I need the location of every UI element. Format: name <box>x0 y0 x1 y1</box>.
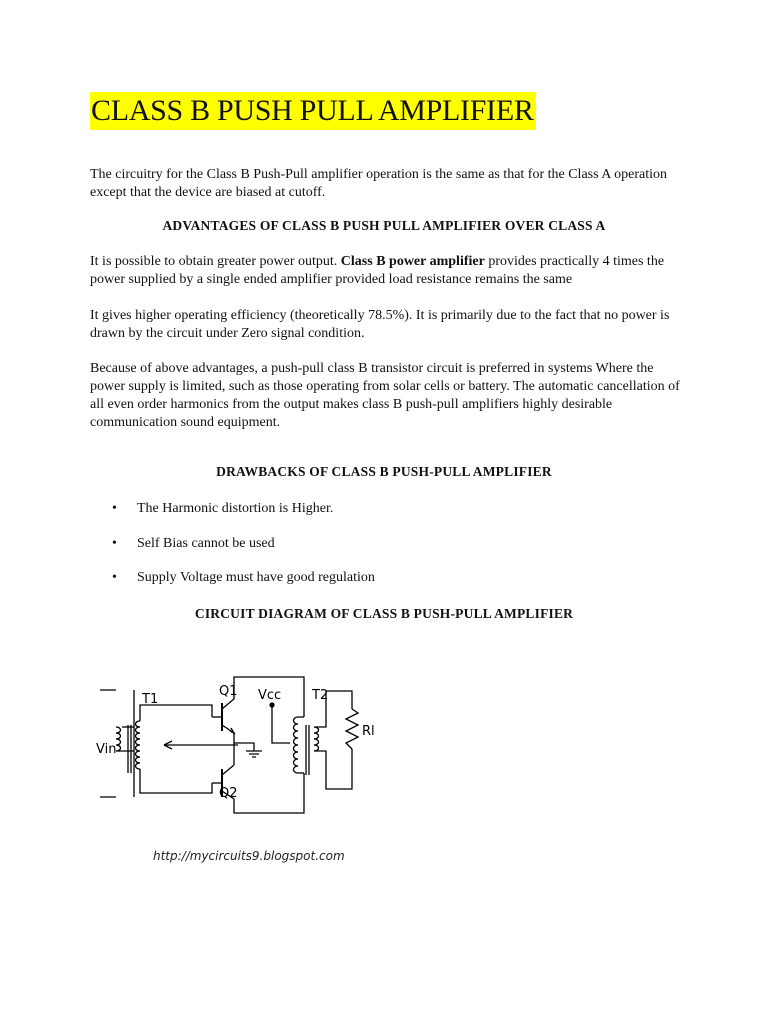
intro-paragraph: The circuitry for the Class B Push-Pull amplifier operation is the same as that for the Class A operation except that the device are biased at cutoff. <box>90 167 667 200</box>
t1-primary-coil <box>116 727 121 751</box>
t2-core <box>306 725 309 775</box>
advantages-p1-rest: provides practically 4 times the power supplied by a single ended amplifier provided load resistance remains the same <box>90 254 665 287</box>
drawbacks-heading: DRAWBACKS OF CLASS B PUSH-PULL AMPLIFIER <box>216 464 552 479</box>
advantages-paragraph-3: Because of above advantages, a push-pull class B transistor circuit is preferred in systems Where the power supply is limited, such as those operating from solar cells or battery. The automatic cancellation of all even order harmonics from the output makes class B push-pull amplifiers highly desirable communication sound equipment. <box>90 361 680 430</box>
vcc-terminal <box>270 703 274 707</box>
list-item <box>112 535 375 553</box>
drawback-text: Self Bias cannot be used <box>137 536 275 551</box>
t1-secondary-coil <box>136 721 141 769</box>
q1-base-wire <box>140 705 212 721</box>
bullet-icon: • <box>112 536 117 551</box>
bullet-icon: • <box>112 501 117 516</box>
output-bottom-wire <box>314 749 352 789</box>
list-item <box>112 569 375 587</box>
t2-label: T2 <box>312 688 329 703</box>
vcc-wire <box>272 705 290 743</box>
ground-wire <box>234 743 254 751</box>
bullet-icon: • <box>112 570 117 585</box>
q1-label: Q1 <box>219 684 238 699</box>
t1-label: T1 <box>142 692 159 707</box>
circuit-heading: CIRCUIT DIAGRAM OF CLASS B PUSH-PULL AMPLIFIER <box>194 606 574 621</box>
t1-core <box>128 725 131 773</box>
title-container <box>90 92 536 130</box>
advantages-paragraph-1 <box>90 253 680 289</box>
drawbacks-list <box>112 500 375 587</box>
q2-base-wire <box>140 769 212 793</box>
drawback-text: The Harmonic distortion is Higher. <box>137 501 334 516</box>
drawback-text: Supply Voltage must have good regulation <box>137 570 375 585</box>
vcc-label: Vcc <box>258 688 282 703</box>
list-item <box>112 500 375 518</box>
advantages-p1-text: It is possible to obtain greater power output. <box>90 254 341 269</box>
vin-label: Vin <box>96 742 117 757</box>
t2-primary-coil <box>294 717 299 773</box>
advantages-p1-bold: Class B power amplifier <box>340 254 485 269</box>
ground-icon <box>246 751 262 757</box>
page-title: CLASS B PUSH PULL AMPLIFIER <box>90 92 536 130</box>
q2-label: Q2 <box>219 786 238 801</box>
rl-label: Rl <box>362 724 375 739</box>
circuit-diagram <box>94 665 394 845</box>
load-resistor <box>346 709 358 749</box>
diagram-caption: http://mycircuits9.blogspot.com <box>153 849 345 863</box>
advantages-heading: ADVANTAGES OF CLASS B PUSH PULL AMPLIFIER OVER CLASS A <box>162 218 606 233</box>
t2-secondary-coil <box>314 727 319 751</box>
advantages-paragraph-2: It gives higher operating efficiency (theoretically 78.5%). It is primarily due to the fact that no power is drawn by the circuit under Zero signal condition. <box>90 308 670 341</box>
q2-emitter-wire <box>222 765 234 775</box>
